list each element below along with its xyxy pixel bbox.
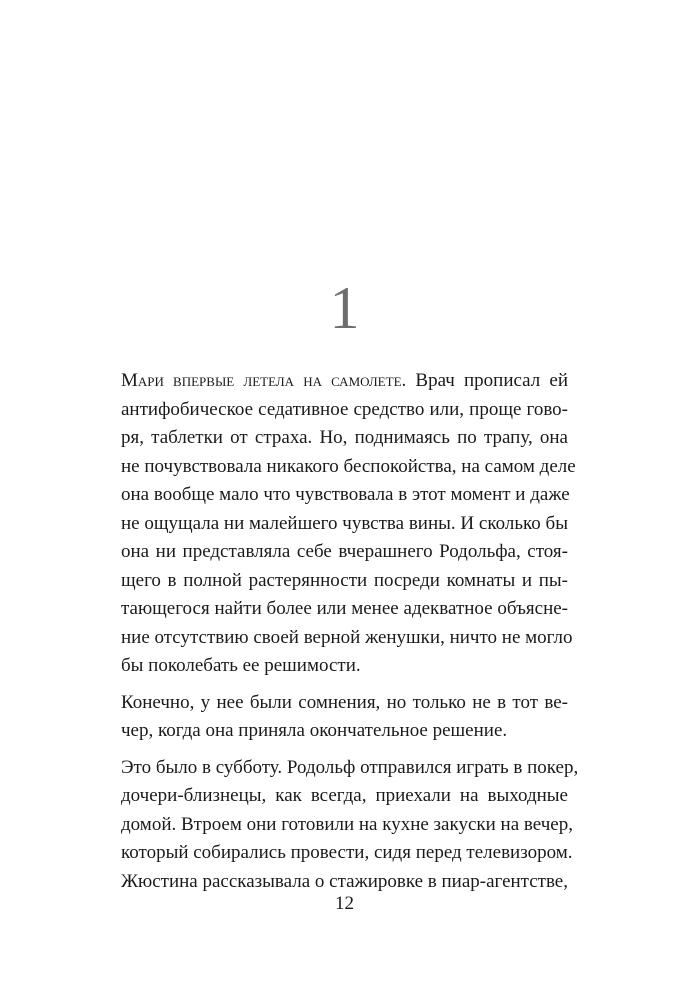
text-line: бы поколебать ее решимости. — [121, 655, 361, 676]
paragraph-lead-smallcaps: Мари впервые летела на самолете. — [121, 370, 407, 391]
paragraph-gap — [121, 681, 568, 689]
text-line: который собирались провести, сидя перед телевизором. — [121, 842, 573, 863]
paragraph-2 — [121, 689, 568, 746]
text-line: не ощущала ни малейшего чувства вины. И сколько бы — [121, 512, 568, 534]
chapter-number: 1 — [329, 275, 360, 341]
text-line-rest: Врач прописал ей — [406, 370, 568, 391]
text-line: Конечно, у нее были сомнения, но только не в тот ве- — [121, 691, 568, 713]
paragraph-3 — [121, 754, 579, 897]
text-line: ние отсутствию своей верной женушки, ничто не могло — [121, 626, 573, 648]
text-line: не почувствовала никакого беспокойства, на самом деле — [121, 455, 576, 477]
text-line: Жюстина рассказывала о стажировке в пиар-агентстве, — [121, 870, 568, 892]
text-line: домой. Втроем они готовили на кухне закуски на вечер, — [121, 813, 573, 835]
text-line: она ни представляла себе вчерашнего Родольфа, стоя- — [121, 541, 568, 562]
body-text — [121, 367, 579, 896]
paragraph-gap — [121, 746, 568, 754]
text-line: чер, когда она приняла окончательное решение. — [121, 720, 508, 741]
text-line: щего в полной растерянности посреди комнаты и пы- — [121, 569, 568, 591]
text-line: она вообще мало что чувствовала в этот момент и даже — [121, 484, 570, 505]
paragraph-1 — [121, 367, 576, 681]
text-line: антифобическое седативное средство или, проще гово- — [121, 398, 568, 420]
text-line: Это было в субботу. Родольф отправился играть в покер, — [121, 756, 579, 778]
text-line: тающегося найти более или менее адекватное объясне- — [121, 598, 568, 619]
text-line: ря, таблетки от страха. Но, поднимаясь по трапу, она — [121, 427, 568, 448]
text-line: дочери-близнецы, как всегда, приехали на выходные — [121, 785, 568, 806]
text-line — [121, 367, 568, 396]
page-number: 12 — [335, 893, 354, 914]
